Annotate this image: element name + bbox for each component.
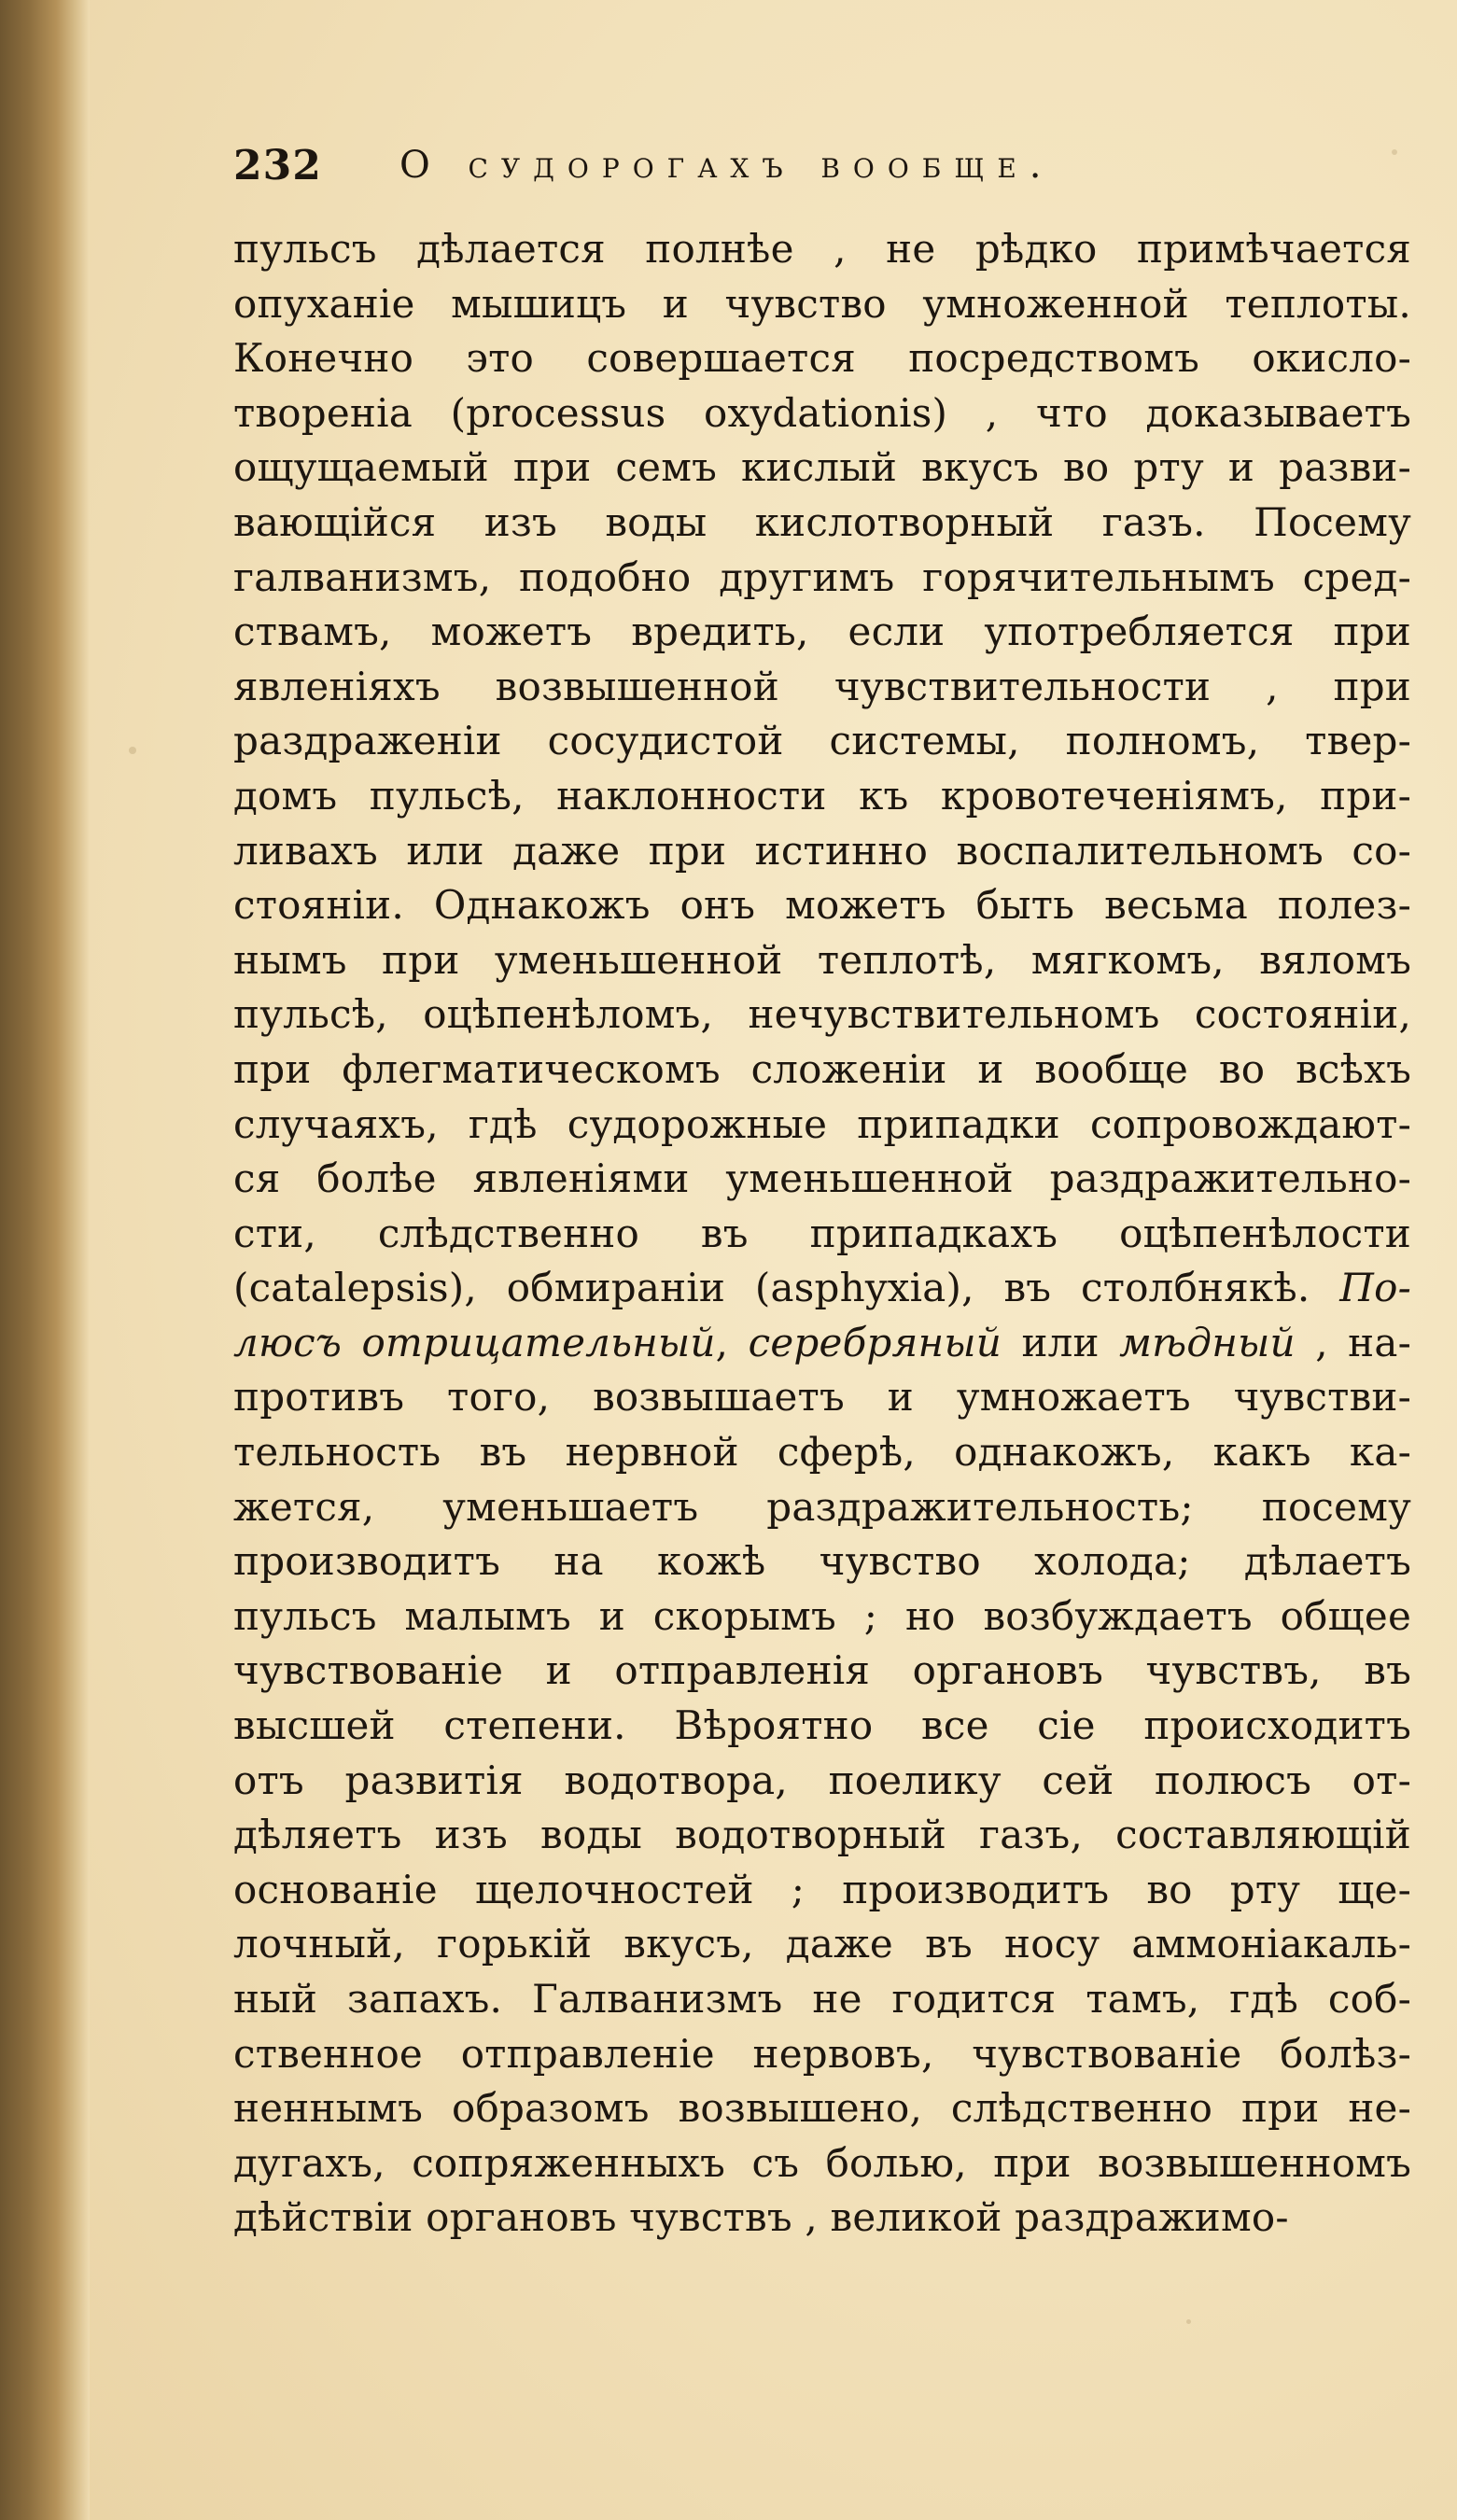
text-line [233, 605, 1411, 660]
text-segment: высшей степени. Вѣроятно все сіе происходитъ [233, 1702, 1411, 1749]
text-line [233, 933, 1411, 988]
text-line [233, 1043, 1411, 1098]
page-number: 232 [233, 142, 322, 189]
text-segment: пульсѣ, оцѣпенѣломъ, нечувствительномъ состояніи, [233, 991, 1411, 1038]
text-line [233, 1972, 1411, 2027]
text-segment: стояніи. Однакожъ онъ можетъ быть весьма полез- [233, 882, 1411, 929]
text-segment: случаяхъ, гдѣ судорожные припадки сопровождают- [233, 1100, 1411, 1147]
italic-text-segment: серебряный [748, 1319, 1002, 1365]
text-segment: твореніa (processus oxydationis) , что доказываетъ [233, 389, 1411, 436]
text-line [233, 2191, 1411, 2246]
text-line [233, 1534, 1411, 1589]
text-segment: нымъ при уменьшенной теплотѣ, мягкомъ, вяломъ [233, 936, 1411, 983]
text-line [233, 1917, 1411, 1972]
italic-text-segment: люсъ отрицательный [233, 1319, 716, 1365]
text-line [233, 878, 1411, 933]
text-line [233, 222, 1411, 277]
text-segment: сти, слѣдственно въ припадкахъ оцѣпенѣлости [233, 1210, 1411, 1256]
text-segment: раздраженіи сосудистой системы, полномъ, твер- [233, 718, 1411, 764]
text-line [233, 386, 1411, 441]
text-segment: тельность въ нервной сферѣ, однакожъ, какъ ка- [233, 1429, 1411, 1476]
text-segment: домъ пульсѣ, наклонности къ кровотеченіямъ, при- [233, 772, 1411, 819]
text-line [233, 1480, 1411, 1535]
text-line [233, 1152, 1411, 1207]
text-segment: ственное отправленіе нервовъ, чувствованіе болѣз- [233, 2030, 1411, 2077]
text-segment: ся болѣе явленіями уменьшенной раздражительно- [233, 1155, 1411, 1202]
text-line [233, 1207, 1411, 1262]
text-segment: или [1002, 1319, 1120, 1365]
paper-stain [129, 747, 136, 754]
text-line [233, 714, 1411, 769]
text-segment: дугахъ, сопряженныхъ съ болью, при возвышенномъ [233, 2139, 1411, 2186]
text-line [233, 1808, 1411, 1863]
text-segment: , на- [1295, 1319, 1411, 1365]
text-line [233, 1699, 1411, 1754]
body-text [233, 222, 1411, 2246]
text-segment: неннымъ образомъ возвышено, слѣдственно при не- [233, 2085, 1411, 2132]
text-line [233, 1589, 1411, 1645]
text-segment: жется, уменьшаетъ раздражительность; посему [233, 1483, 1411, 1530]
text-segment: Конечно это совершается посредствомъ окисло- [233, 335, 1411, 382]
running-title: О судорогахъ вообще. [399, 144, 1055, 187]
text-line [233, 1261, 1411, 1316]
paper-stain [1186, 2319, 1191, 2324]
italic-text-segment: мѣдный [1119, 1319, 1296, 1365]
text-line [233, 2136, 1411, 2191]
text-line [233, 331, 1411, 386]
text-line [233, 824, 1411, 879]
text-line [233, 660, 1411, 715]
text-line [233, 1316, 1411, 1371]
text-line [233, 1863, 1411, 1918]
text-segment: основаніе щелочностей ; производитъ во рту ще- [233, 1866, 1411, 1912]
text-line [233, 2081, 1411, 2136]
italic-text-segment: По- [1339, 1265, 1411, 1311]
paper-stain [1392, 149, 1397, 155]
text-segment: отъ развитія водотвора, поелику сей полюсъ от- [233, 1757, 1411, 1803]
text-line [233, 987, 1411, 1043]
text-line [233, 551, 1411, 606]
text-line [233, 277, 1411, 332]
text-segment: дѣляетъ изъ воды водотворный газъ, составляющій [233, 1812, 1411, 1858]
text-line [233, 441, 1411, 496]
text-segment: пульсъ дѣлается полнѣе , не рѣдко примѣчается [233, 226, 1411, 272]
text-segment: , [715, 1319, 749, 1365]
running-header [233, 142, 1325, 198]
text-segment: галванизмъ, подобно другимъ горячительнымъ сред- [233, 553, 1411, 600]
text-segment: чувствованіе и отправленія органовъ чувствъ, въ [233, 1647, 1411, 1694]
text-segment: ощущаемый при семъ кислый вкусъ во рту и разви- [233, 444, 1411, 491]
text-line [233, 1370, 1411, 1425]
text-segment: явленіяхъ возвышенной чувствительности , при [233, 663, 1411, 709]
text-line [233, 1098, 1411, 1153]
text-segment: ный запахъ. Галванизмъ не годится тамъ, гдѣ соб- [233, 1976, 1411, 2022]
text-segment: производитъ на кожѣ чувство холода; дѣлаетъ [233, 1538, 1411, 1585]
text-line [233, 496, 1411, 551]
text-line [233, 2027, 1411, 2082]
text-segment: пульсъ малымъ и скорымъ ; но возбуждаетъ общее [233, 1592, 1411, 1639]
text-line [233, 769, 1411, 824]
text-segment: при флегматическомъ сложеніи и вообще во всѣхъ [233, 1045, 1411, 1092]
text-segment: лочный, горькій вкусъ, даже въ носу аммоніакаль- [233, 1921, 1411, 1967]
text-segment: ливахъ или даже при истинно воспалительномъ со- [233, 827, 1411, 874]
text-segment: дѣйствіи органовъ чувствъ , великой раздражимо- [233, 2194, 1289, 2241]
text-segment: вающійся изъ воды кислотворный газъ. Посему [233, 498, 1411, 545]
text-segment: ствамъ, можетъ вредить, если употребляется при [233, 609, 1411, 655]
text-line [233, 1425, 1411, 1480]
text-segment: (catalepsis), обмираніи (asphyxia), въ столбнякѣ. [233, 1265, 1340, 1311]
text-segment: опуханіе мышицъ и чувство умноженной теплоты. [233, 280, 1411, 327]
book-binding-edge [0, 0, 90, 2520]
text-line [233, 1754, 1411, 1809]
text-segment: противъ того, возвышаетъ и умножаетъ чувстви- [233, 1374, 1411, 1421]
text-line [233, 1644, 1411, 1699]
